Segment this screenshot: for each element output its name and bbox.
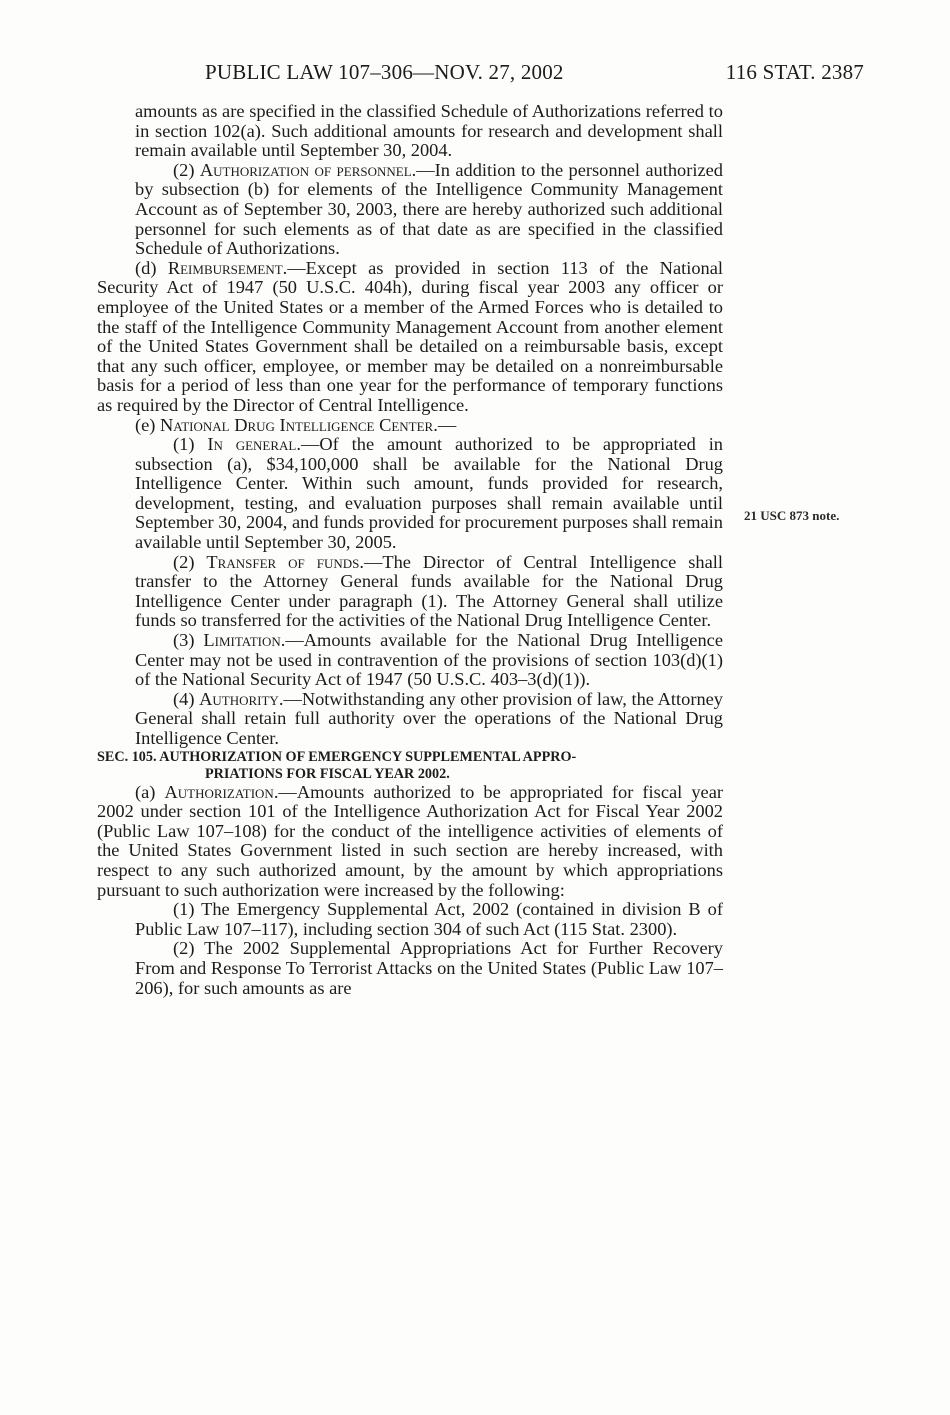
para-heading: Limitation. (203, 630, 286, 651)
paragraph-e3 (97, 631, 723, 690)
para-number: (3) (173, 630, 204, 651)
para-dash: — (437, 414, 457, 435)
para-heading: Authority. (199, 688, 284, 709)
paragraph-e4 (97, 690, 723, 749)
para-number: (e) (135, 414, 161, 435)
para-number: (2) (173, 551, 207, 572)
body-text (97, 102, 723, 998)
para-heading: In general. (207, 434, 301, 455)
paragraph-d (97, 259, 723, 416)
para-number: (a) (135, 781, 165, 802)
para-text: —Amounts authorized to be appropriated for fiscal year 2002 under section 101 of the Intelligence Authorization Act for Fiscal Year 2002 (Public Law 107–108) for the conduct of the intelligence activities of elements of the United States Government listed in such section are hereby increased, with respect to any such authorized amount, by the amount by which appropriations pursuant to such authorization were increased by the following: (97, 781, 723, 900)
para-number: (2) (173, 159, 200, 180)
paragraph-e (97, 416, 723, 436)
para-number: (d) (135, 257, 168, 278)
paragraph-continuation: amounts as are specified in the classified Schedule of Authorizations referred to in section 102(a). Such additional amounts for research and development shall remain available until September 30, 2004. (135, 101, 723, 161)
para-text: —Of the amount authorized to be appropriated in subsection (a), $34,100,000 shall be available for the National Drug Intelligence Center. Within such amount, funds provided for research, development, testing, and evaluation purposes shall remain available until September 30, 2004, and funds provided for procurement purposes shall remain available until September 30, 2005. (135, 434, 723, 553)
paragraph-c2 (97, 161, 723, 259)
margin-note: 21 USC 873 note. (744, 508, 840, 523)
para-number: (4) (173, 688, 200, 709)
para-number: (1) (173, 434, 208, 455)
paragraph-a1: (1) The Emergency Supplemental Act, 2002 (contained in division B of Public Law 107–117), including section 304 of such Act (115 Stat. 2300). (135, 899, 723, 939)
para-text: —Amounts available for the National Drug Intelligence Center may not be used in contravention of the provisions of section 103(d)(1) of the National Security Act of 1947 (50 U.S.C. 403–3(d)(1)). (135, 630, 723, 690)
paragraph-e1 (97, 435, 723, 553)
para-heading: National Drug Intelligence Center. (160, 414, 438, 435)
running-head: PUBLIC LAW 107–306—NOV. 27, 2002 (205, 60, 564, 84)
para-heading: Transfer of funds. (206, 551, 364, 572)
paragraph-a (97, 783, 723, 901)
para-text: —Except as provided in section 113 of the National Security Act of 1947 (50 U.S.C. 404h), during fiscal year 2003 any officer or employee of the United States or a member of the Armed Forces who is detailed to the staff of the Intelligence Community Management Account from another element of the United States Government shall be detailed on a reimbursable basis, except that any such officer, employee, or member may be detailed on a nonreimbursable basis for a period of less than one year for the performance of temporary functions as required by the Director of Central Intelligence. (97, 257, 723, 415)
section-heading (97, 749, 723, 783)
page-header (0, 60, 950, 90)
paragraph-a2: (2) The 2002 Supplemental Appropriations Act for Further Recovery From and Response To Terrorist Attacks on the United States (Public Law 107–206), for such amounts as are (135, 938, 723, 998)
section-heading-line1: SEC. 105. AUTHORIZATION OF EMERGENCY SUPPLEMENTAL APPRO- (97, 748, 577, 765)
para-text: —In addition to the personnel authorized by subsection (b) for elements of the Intelligence Community Management Account as of September 30, 2003, there are hereby authorized such additional personnel for such elements as of that date as are specified in the classified Schedule of Authorizations. (135, 159, 723, 259)
statute-citation: 116 STAT. 2387 (725, 60, 864, 84)
para-text: —Notwithstanding any other provision of law, the Attorney General shall retain full authority over the operations of the National Drug Intelligence Center. (135, 688, 723, 748)
para-heading: Authorization. (164, 781, 279, 802)
para-heading: Authorization of personnel. (199, 159, 417, 180)
paragraph-e2 (97, 553, 723, 631)
para-text: —The Director of Central Intelligence shall transfer to the Attorney General funds available for the National Drug Intelligence Center under paragraph (1). The Attorney General shall utilize funds so transferred for the activities of the National Drug Intelligence Center. (135, 551, 724, 631)
section-heading-line2: PRIATIONS FOR FISCAL YEAR 2002. (205, 765, 450, 782)
para-heading: Reimbursement. (167, 257, 288, 278)
